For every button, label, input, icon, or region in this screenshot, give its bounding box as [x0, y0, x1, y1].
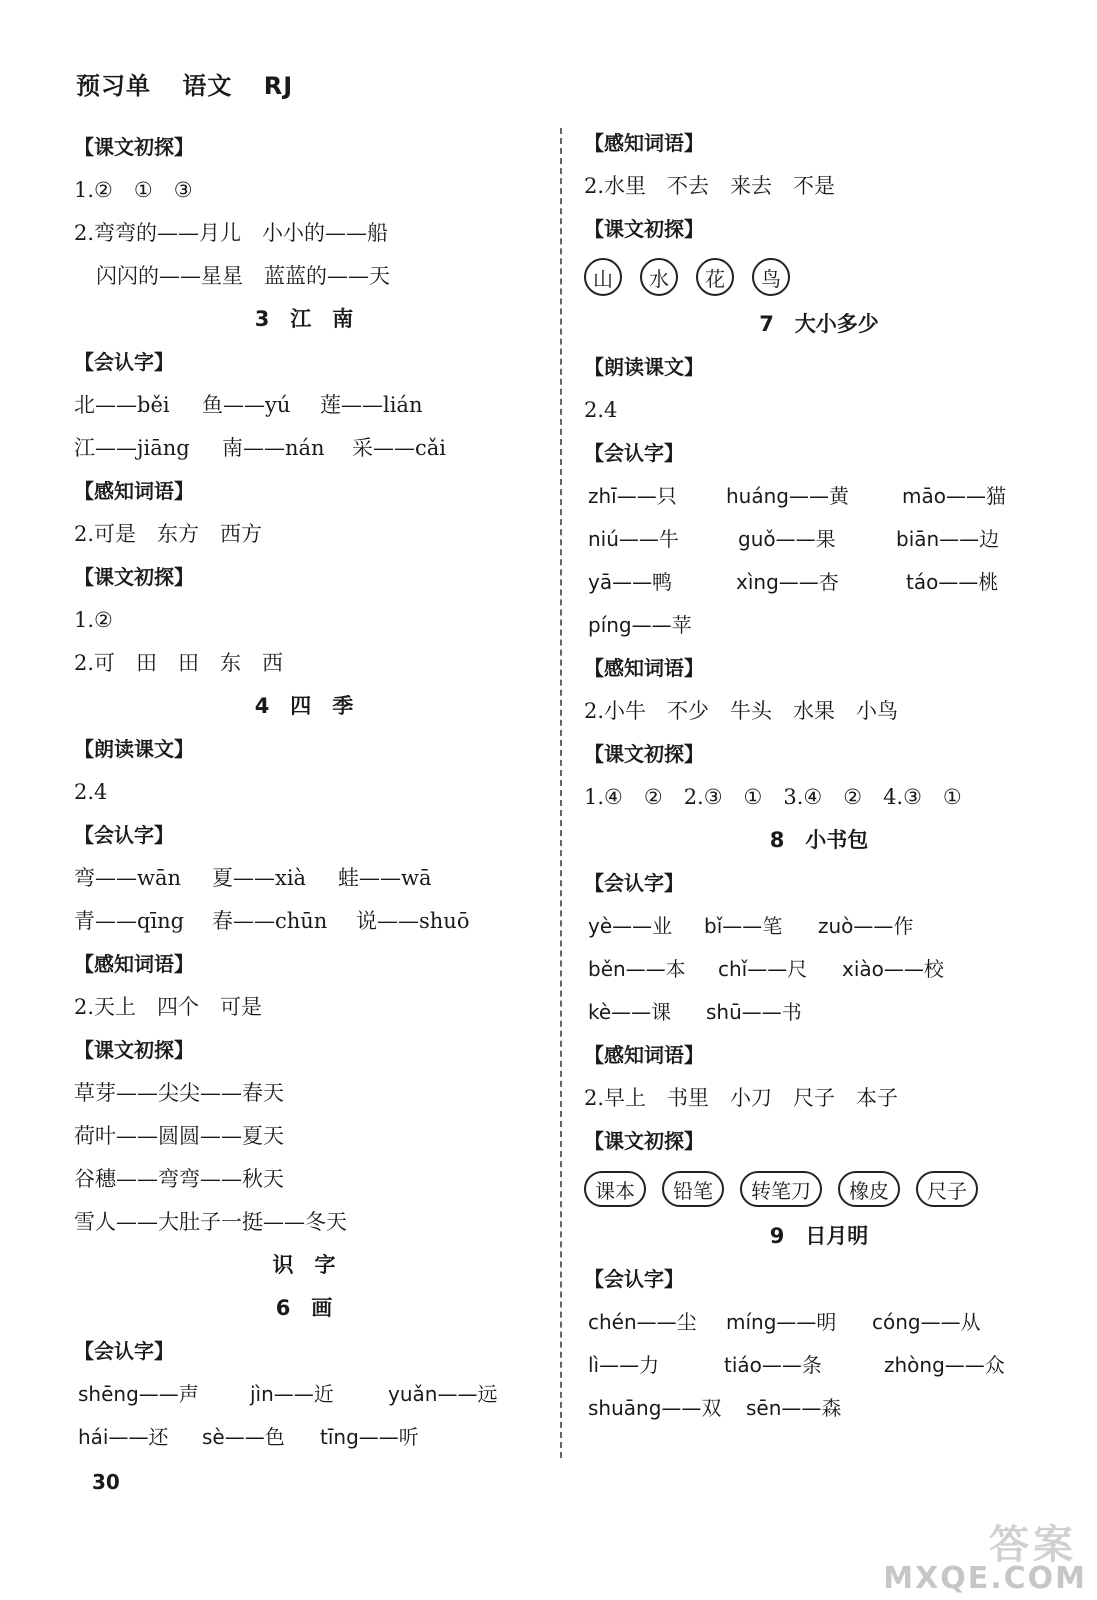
- answer-line: 谷穗——弯弯——秋天: [74, 1167, 284, 1191]
- char-pair: sēn——森: [746, 1396, 842, 1420]
- char-pair: huáng——黄: [726, 484, 849, 508]
- char-pair: cóng——从: [872, 1310, 981, 1334]
- circled-words: [584, 1163, 1054, 1215]
- lesson-title: 6 画: [275, 1296, 333, 1320]
- char-row: [74, 1373, 534, 1416]
- answer-line: 闪闪的——星星 蓝蓝的——天: [96, 264, 390, 288]
- section-heading: 【会认字】: [584, 871, 684, 895]
- answer-line: 1.② ① ③: [74, 178, 193, 202]
- char-pair: kè——课: [588, 1000, 672, 1024]
- char-pair: yè——业: [588, 914, 673, 938]
- answer-line: 2.4: [74, 780, 108, 804]
- section-heading: 【会认字】: [74, 823, 174, 847]
- char-pair: zhòng——众: [884, 1353, 1005, 1377]
- char-pair: yuǎn——远: [388, 1382, 498, 1406]
- lesson-title: 8 小书包: [769, 828, 869, 852]
- char-pair: chǐ——尺: [718, 957, 808, 981]
- char-pair: guǒ——果: [738, 527, 836, 551]
- char-pair: niú——牛: [588, 527, 679, 551]
- char-pair: jìn——近: [250, 1382, 334, 1406]
- char-row: [74, 427, 534, 470]
- section-heading: 【课文初探】: [74, 565, 194, 589]
- circled-char: 鸟: [752, 258, 790, 296]
- section-heading: 【朗读课文】: [584, 355, 704, 379]
- section-heading: 【感知词语】: [584, 1043, 704, 1067]
- char-row: [74, 384, 534, 427]
- answer-line: 2.弯弯的——月儿 小小的——船: [74, 221, 389, 245]
- char-row: [584, 948, 1054, 991]
- lesson-title: 3 江 南: [254, 307, 354, 331]
- char-row: [584, 604, 1054, 647]
- char-pair: zhī——只: [588, 484, 677, 508]
- char-pair: shuāng——双: [588, 1396, 722, 1420]
- char-pair: shēng——声: [78, 1382, 199, 1406]
- column-divider: [560, 128, 562, 1458]
- circled-char: 花: [696, 258, 734, 296]
- section-heading: 【会认字】: [584, 441, 684, 465]
- char-pair: 南——nán: [222, 436, 325, 460]
- edition-label: RJ: [263, 72, 294, 100]
- answer-line: 2.可 田 田 东 西: [74, 651, 284, 675]
- char-pair: xiào——校: [842, 957, 944, 981]
- answer-line: 2.天上 四个 可是: [74, 995, 263, 1019]
- section-heading: 【感知词语】: [74, 952, 194, 976]
- char-pair: hái——还: [78, 1425, 169, 1449]
- char-pair: biān——边: [896, 527, 1000, 551]
- char-pair: 蛙——wā: [338, 866, 432, 890]
- subject-title: 语文: [182, 72, 233, 100]
- char-pair: tiáo——条: [724, 1353, 822, 1377]
- answer-line: 荷叶——圆圆——夏天: [74, 1124, 284, 1148]
- watermark-domain: MXQE.COM: [883, 1561, 1087, 1596]
- char-row: [584, 475, 1054, 518]
- circled-word: 橡皮: [838, 1171, 900, 1207]
- char-pair: 说——shuō: [356, 909, 470, 933]
- circled-answers: [584, 251, 1054, 303]
- section-heading: 【课文初探】: [584, 742, 704, 766]
- section-heading: 【课文初探】: [584, 217, 704, 241]
- lesson-title: 识 字: [272, 1253, 336, 1277]
- section-heading: 【课文初探】: [74, 1038, 194, 1062]
- book-title: 预习单: [76, 72, 151, 100]
- answer-line: 雪人——大肚子一挺——冬天: [74, 1210, 347, 1234]
- char-pair: tīng——听: [320, 1425, 419, 1449]
- lesson-title: 4 四 季: [254, 694, 354, 718]
- section-heading: 【会认字】: [74, 350, 174, 374]
- circled-word: 尺子: [916, 1171, 978, 1207]
- char-pair: táo——桃: [906, 570, 999, 594]
- char-row: [584, 1301, 1054, 1344]
- char-row: [584, 1344, 1054, 1387]
- char-pair: māo——猫: [902, 484, 1006, 508]
- page-number: 30: [92, 1470, 120, 1494]
- char-pair: lì——力: [588, 1353, 660, 1377]
- char-row: [584, 518, 1054, 561]
- section-heading: 【感知词语】: [584, 656, 704, 680]
- answer-line: 2.早上 书里 小刀 尺子 本子: [584, 1086, 899, 1110]
- char-row: [74, 857, 534, 900]
- char-pair: zuò——作: [818, 914, 914, 938]
- char-row: [74, 1416, 534, 1459]
- section-heading: 【会认字】: [584, 1267, 684, 1291]
- circled-char: 山: [584, 258, 622, 296]
- char-pair: yā——鸭: [588, 570, 673, 594]
- answer-line: 2.水里 不去 来去 不是: [584, 174, 836, 198]
- char-pair: 青——qīng: [74, 909, 185, 933]
- char-pair: 弯——wān: [74, 866, 182, 890]
- lesson-title: 9 日月明: [769, 1224, 869, 1248]
- char-pair: 北——běi: [74, 393, 170, 417]
- char-pair: 莲——lián: [320, 393, 423, 417]
- char-pair: 鱼——yú: [202, 393, 291, 417]
- answer-line: 草芽——尖尖——春天: [74, 1081, 284, 1105]
- watermark-logo: 答案: [989, 1522, 1077, 1568]
- section-heading: 【朗读课文】: [74, 737, 194, 761]
- right-column: [584, 122, 1054, 1430]
- char-pair: běn——本: [588, 957, 686, 981]
- circled-word: 铅笔: [662, 1171, 724, 1207]
- section-heading: 【感知词语】: [74, 479, 194, 503]
- section-heading: 【会认字】: [74, 1339, 174, 1363]
- answer-line: 2.4: [584, 398, 618, 422]
- left-column: [74, 126, 534, 1459]
- char-pair: sè——色: [202, 1425, 285, 1449]
- char-row: [584, 905, 1054, 948]
- char-pair: míng——明: [726, 1310, 837, 1334]
- section-heading: 【感知词语】: [584, 131, 704, 155]
- char-pair: 春——chūn: [212, 909, 328, 933]
- char-pair: 江——jiāng: [74, 436, 190, 460]
- char-pair: chén——尘: [588, 1310, 697, 1334]
- char-row: [74, 900, 534, 943]
- char-row: [584, 991, 1054, 1034]
- section-heading: 【课文初探】: [584, 1129, 704, 1153]
- char-row: [584, 1387, 1054, 1430]
- answer-line: 1.②: [74, 608, 113, 632]
- char-pair: xìng——杏: [736, 570, 839, 594]
- char-pair: 夏——xià: [212, 866, 307, 890]
- circled-word: 转笔刀: [740, 1171, 822, 1207]
- lesson-title: 7 大小多少: [759, 312, 879, 336]
- answer-line: 2.可是 东方 西方: [74, 522, 263, 546]
- circled-char: 水: [640, 258, 678, 296]
- char-row: [584, 561, 1054, 604]
- section-heading: 【课文初探】: [74, 135, 194, 159]
- page-header: [76, 66, 315, 101]
- char-pair: bǐ——笔: [704, 914, 783, 938]
- char-pair: píng——苹: [588, 613, 692, 637]
- char-pair: 采——cǎi: [352, 436, 446, 460]
- circled-word: 课本: [584, 1171, 646, 1207]
- answer-line: 2.小牛 不少 牛头 水果 小鸟: [584, 699, 899, 723]
- char-pair: shū——书: [706, 1000, 802, 1024]
- answer-line: 1.④ ② 2.③ ① 3.④ ② 4.③ ①: [584, 785, 962, 809]
